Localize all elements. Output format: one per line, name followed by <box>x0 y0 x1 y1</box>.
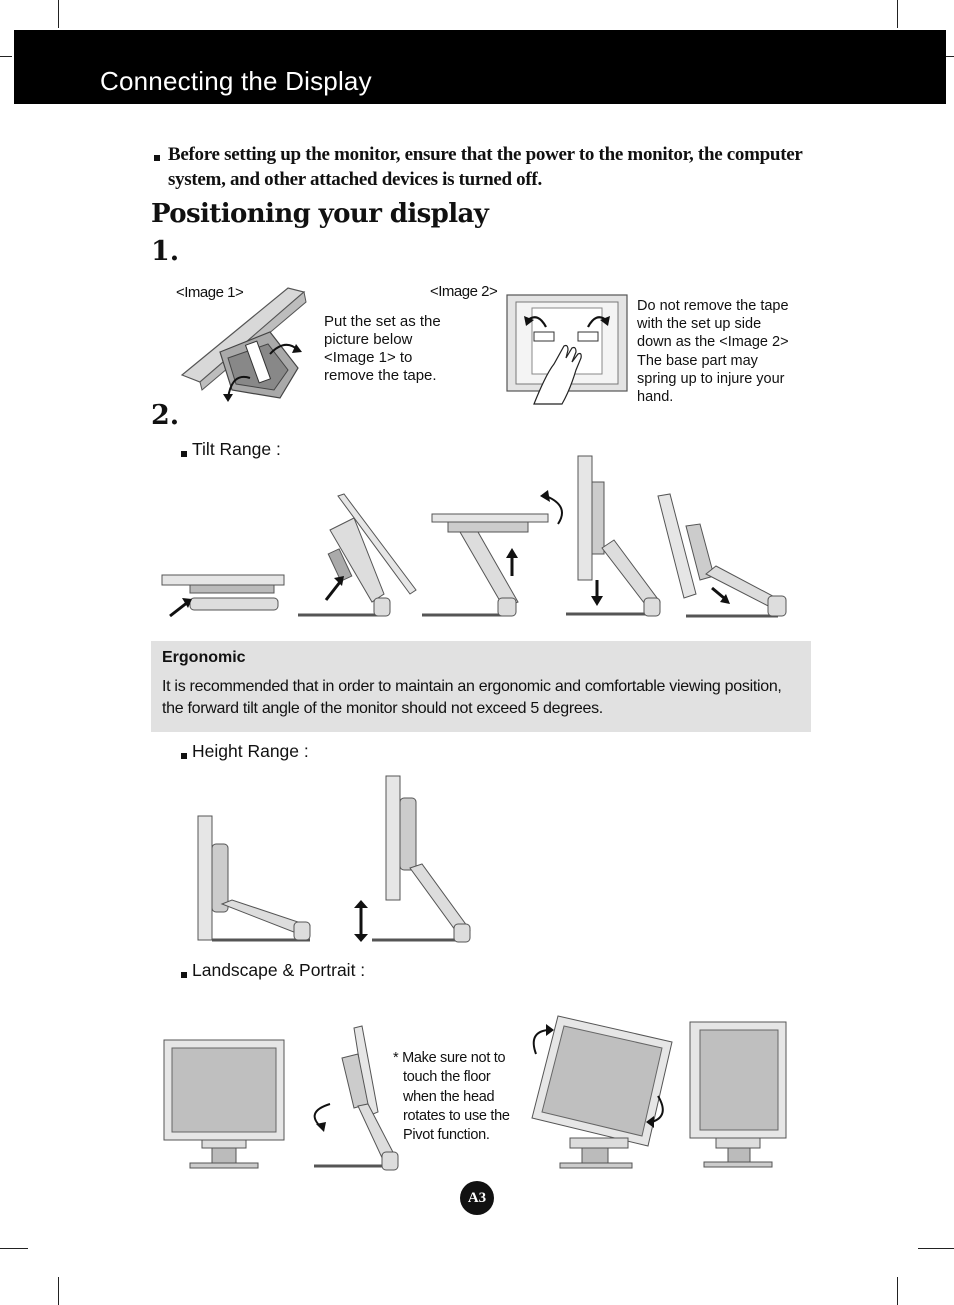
image2-caption: Do not remove the tape with the set up side down as the <Image 2> The base part may spring up to injure your hand. <box>637 298 789 406</box>
bullet <box>181 753 187 759</box>
power-warning: Before setting up the monitor, ensure that the power to the monitor, the computer system, and other attached devices is turned off. <box>168 144 803 190</box>
page-number: A3 <box>460 1181 494 1215</box>
image1-label: <Image 1> <box>176 284 244 301</box>
crop-mark <box>58 1277 59 1305</box>
ergonomic-text: It is recommended that in order to maintain an ergonomic and comfortable viewing position, the forward tilt angle of the monitor should not exceed 5 degrees. <box>162 678 782 717</box>
bullet <box>181 451 187 457</box>
crop-mark <box>918 1248 954 1249</box>
monitor-landscape-front-illustration <box>162 1038 288 1170</box>
monitor-back-hand-illustration <box>506 294 628 406</box>
step-number-1: 1. <box>151 236 180 267</box>
landscape-portrait-label: Landscape & Portrait : <box>192 960 366 980</box>
ergonomic-title: Ergonomic <box>162 649 246 666</box>
tilt-monitor-up-illustration <box>420 490 570 620</box>
crop-mark <box>0 56 12 57</box>
tilt-monitor-fold-illustration <box>294 490 420 620</box>
height-monitor-high-illustration <box>370 774 474 944</box>
crop-mark <box>58 0 59 28</box>
tilt-monitor-back-illustration <box>656 490 788 620</box>
section-title: Positioning your display <box>151 199 489 229</box>
height-range-label: Height Range : <box>192 741 309 761</box>
monitor-rotating-illustration <box>524 1012 674 1172</box>
tilt-monitor-vertical-illustration <box>562 452 666 620</box>
bullet <box>181 972 187 978</box>
bullet <box>154 155 160 161</box>
crop-mark <box>897 0 898 28</box>
monitor-portrait-front-illustration <box>688 1020 790 1170</box>
tilt-monitor-flat-illustration <box>160 570 290 620</box>
height-monitor-low-illustration <box>194 814 314 944</box>
image2-label: <Image 2> <box>430 283 498 300</box>
crop-mark <box>897 1277 898 1305</box>
height-arrow-icon <box>352 900 370 942</box>
crop-mark <box>0 1248 28 1249</box>
pivot-note: * Make sure not to touch the floor when the head rotates to use the Pivot function. <box>393 1050 510 1144</box>
tilt-range-label: Tilt Range : <box>192 439 281 459</box>
ergonomic-note <box>151 641 811 732</box>
step-number-2: 2. <box>151 400 180 431</box>
monitor-pivot-side-illustration <box>304 1024 400 1172</box>
page-title: Connecting the Display <box>100 66 372 96</box>
image1-caption: Put the set as the picture below <Image 1> to remove the tape. <box>324 313 441 384</box>
monitor-face-down-illustration <box>170 280 320 410</box>
